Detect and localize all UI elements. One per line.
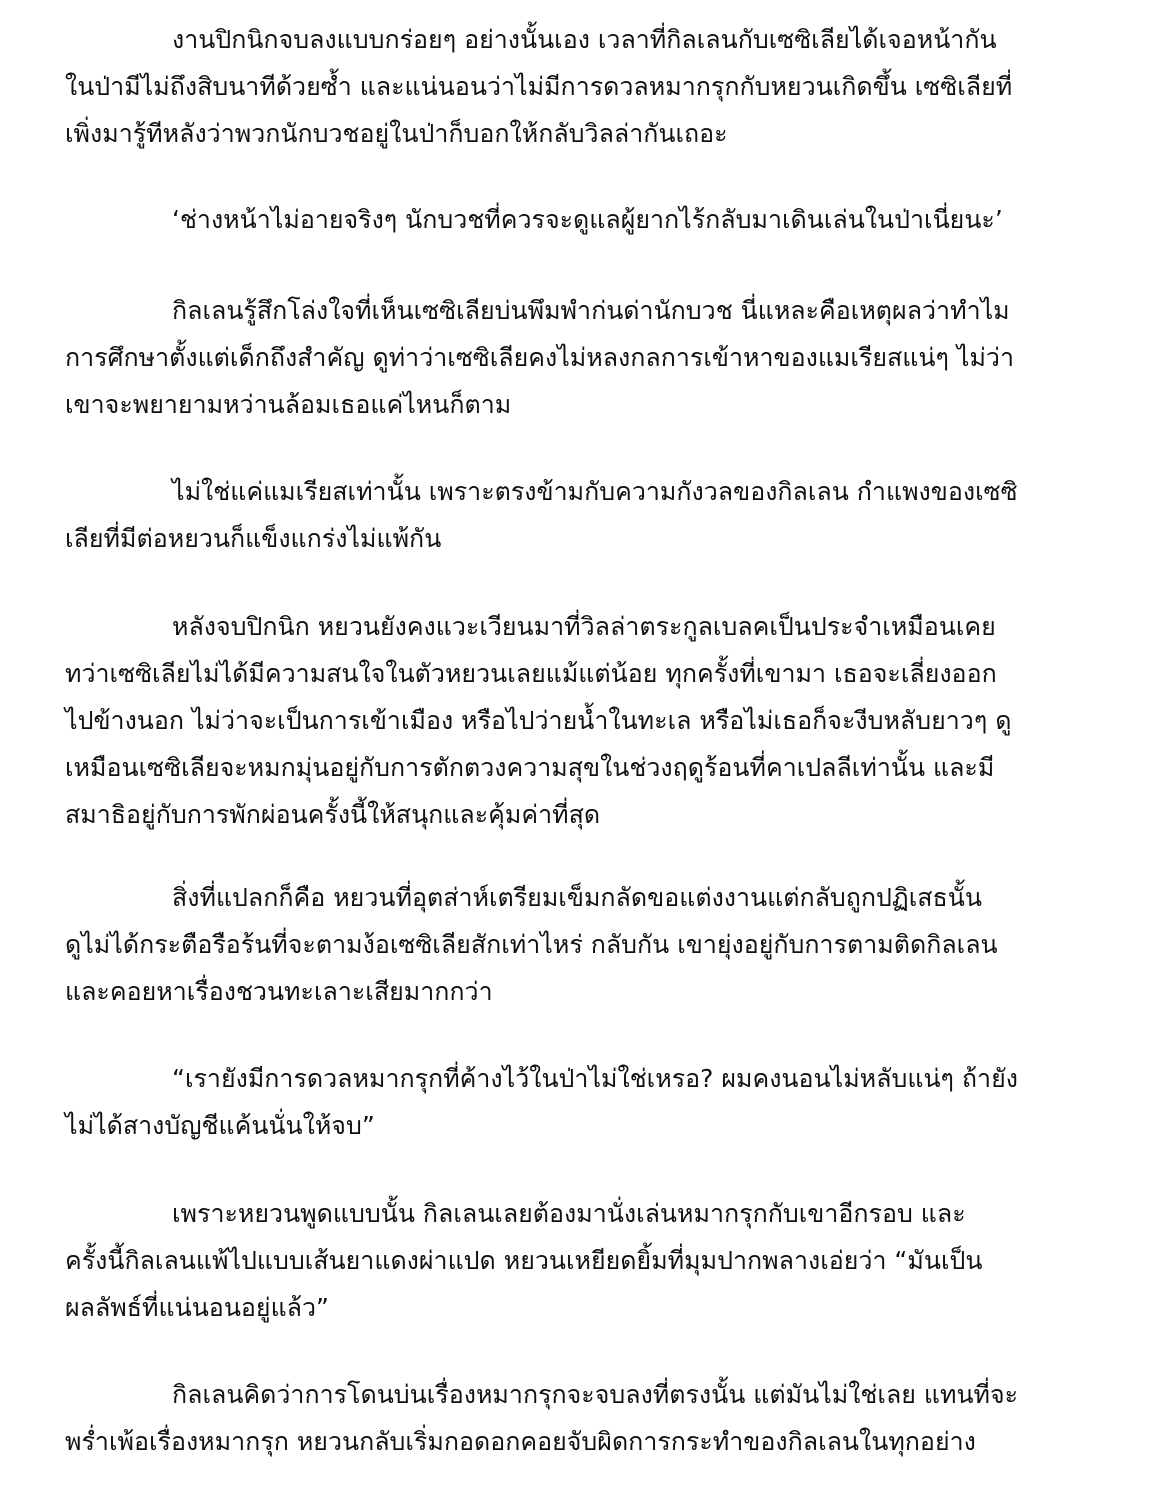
text-line: ‘ช่างหน้าไม่อายจริงๆ นักบวชที่ควรจะดูแลผู้ยากไร้กลับมาเดินเล่นในป่าเนี่ยนะ’: [172, 205, 1003, 234]
text-line: เพิ่งมารู้ทีหลังว่าพวกนักบวชอยู่ในป่าก็บอกให้กลับวิลล่ากันเถอะ: [65, 119, 728, 148]
text-line: ดูไม่ได้กระตือรือร้นที่จะตามง้อเซซิเลียสักเท่าไหร่ กลับกัน เขายุ่งอยู่กับการตามติดกิลเลน: [65, 930, 998, 959]
text-line: สิ่งที่แปลกก็คือ หยวนที่อุตส่าห์เตรียมเข็มกลัดขอแต่งงานแต่กลับถูกปฏิเสธนั้น: [172, 883, 982, 912]
text-line: สมาธิอยู่กับการพักผ่อนครั้งนี้ให้สนุกและคุ้มค่าที่สุด: [65, 800, 601, 829]
text-line: การศึกษาตั้งแต่เด็กถึงสำคัญ ดูท่าว่าเซซิเลียคงไม่หลงกลการเข้าหาของแมเรียสแน่ๆ ไม่ว่า: [65, 343, 1014, 372]
paragraph-3: [65, 287, 1100, 428]
text-line: กิลเลนรู้สึกโล่งใจที่เห็นเซซิเลียบ่นพึมพำก่นด่านักบวช นี่แหละคือเหตุผลว่าทำไม: [172, 296, 1010, 325]
paragraph-2: [65, 196, 1100, 243]
text-line: ครั้งนี้กิลเลนแพ้ไปแบบเส้นยาแดงผ่าแปด หยวนเหยียดยิ้มที่มุมปากพลางเอ่ยว่า “มันเป็น: [65, 1246, 983, 1275]
text-line: ไม่ใช่แค่แมเรียสเท่านั้น เพราะตรงข้ามกับความกังวลของกิลเลน กำแพงของเซซิ: [172, 477, 1018, 506]
text-line: พร่ำเพ้อเรื่องหมากรุก หยวนกลับเริ่มกอดอกคอยจับผิดการกระทำของกิลเลนในทุกอย่าง: [65, 1427, 976, 1456]
text-line: เขาจะพยายามหว่านล้อมเธอแค่ไหนก็ตาม: [65, 390, 512, 419]
text-line: กิลเลนคิดว่าการโดนบ่นเรื่องหมากรุกจะจบลงที่ตรงนั้น แต่มันไม่ใช่เลย แทนที่จะ: [172, 1380, 1019, 1409]
text-line: หลังจบปิกนิก หยวนยังคงแวะเวียนมาที่วิลล่าตระกูลเบลคเป็นประจำเหมือนเคย: [172, 612, 996, 641]
text-line: ทว่าเซซิเลียไม่ได้มีความสนใจในตัวหยวนเลยแม้แต่น้อย ทุกครั้งที่เขามา เธอจะเลี่ยงออก: [65, 659, 997, 688]
paragraph-6: [65, 874, 1100, 1015]
text-line: ผลลัพธ์ที่แน่นอนอยู่แล้ว”: [65, 1293, 329, 1322]
paragraph-7: [65, 1055, 1100, 1149]
paragraph-9: [65, 1371, 1100, 1465]
text-line: เหมือนเซซิเลียจะหมกมุ่นอยู่กับการตักตวงความสุขในช่วงฤดูร้อนที่คาเปลลีเท่านั้น และมี: [65, 753, 995, 782]
paragraph-4: [65, 468, 1100, 562]
text-line: เพราะหยวนพูดแบบนั้น กิลเลนเลยต้องมานั่งเล่นหมากรุกกับเขาอีกรอบ และ: [172, 1199, 966, 1228]
text-line: ในป่ามีไม่ถึงสิบนาทีด้วยซ้ำ และแน่นอนว่าไม่มีการดวลหมากรุกกับหยวนเกิดขึ้น เซซิเลียที่: [65, 72, 1013, 101]
text-line: ไปข้างนอก ไม่ว่าจะเป็นการเข้าเมือง หรือไปว่ายน้ำในทะเล หรือไม่เธอก็จะงีบหลับยาวๆ ดู: [65, 706, 1012, 735]
text-line: ไม่ได้สางบัญชีแค้นนั่นให้จบ”: [65, 1111, 375, 1140]
paragraph-8: [65, 1190, 1100, 1331]
text-line: “เรายังมีการดวลหมากรุกที่ค้างไว้ในป่าไม่ใช่เหรอ? ผมคงนอนไม่หลับแน่ๆ ถ้ายัง: [172, 1064, 1018, 1093]
text-line: งานปิกนิกจบลงแบบกร่อยๆ อย่างนั้นเอง เวลาที่กิลเลนกับเซซิเลียได้เจอหน้ากัน: [172, 25, 997, 54]
text-line: เลียที่มีต่อหยวนก็แข็งแกร่งไม่แพ้กัน: [65, 524, 442, 553]
text-line: และคอยหาเรื่องชวนทะเลาะเสียมากกว่า: [65, 977, 493, 1006]
paragraph-5: [65, 603, 1100, 838]
paragraph-1: [65, 16, 1100, 157]
